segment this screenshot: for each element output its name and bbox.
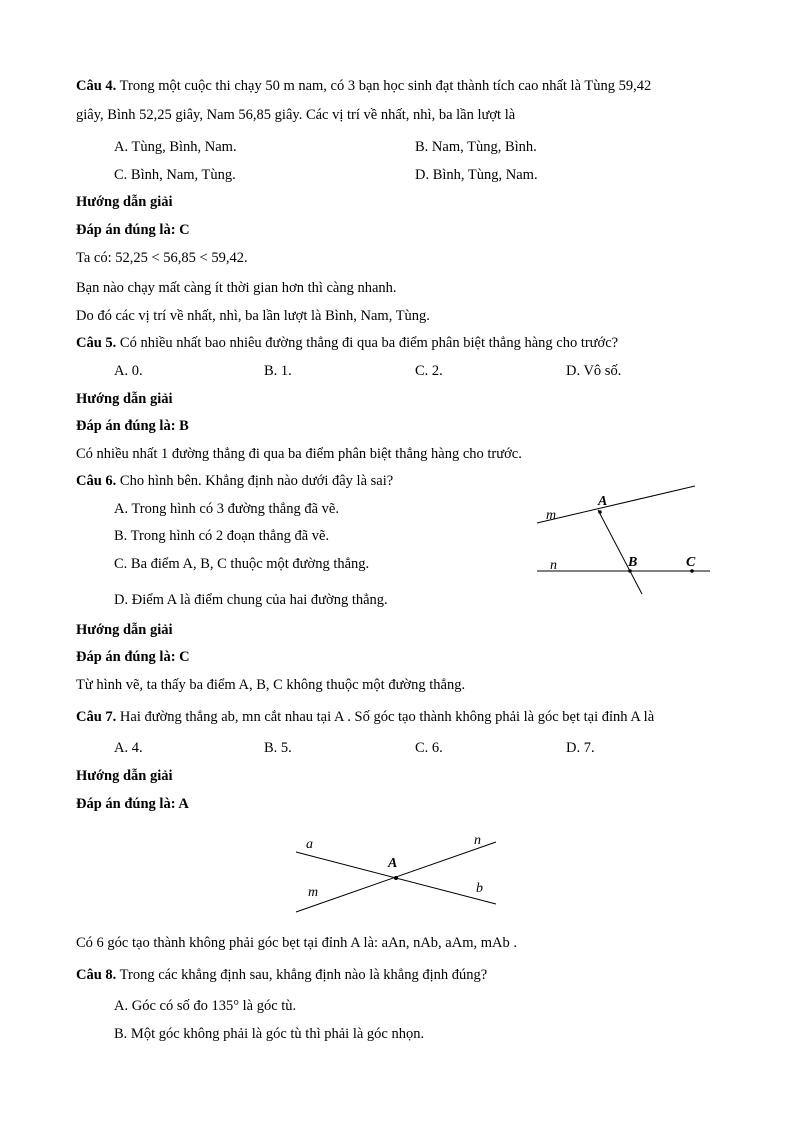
q5-option-a: A. 0. (114, 363, 143, 379)
q7-label: Câu 7. (76, 709, 117, 725)
q7-option-d: D. 7. (566, 740, 595, 756)
q6-question (76, 472, 393, 490)
q7-guide-heading: Hướng dẫn giải (76, 768, 173, 784)
q5-option-b: B. 1. (264, 363, 292, 379)
q6-answer: Đáp án đúng là: C (76, 649, 190, 665)
q5-solution-1: Có nhiều nhất 1 đường thẳng đi qua ba điểm phân biệt thẳng hàng cho trước. (76, 446, 522, 462)
q6-label-n: n (550, 558, 557, 573)
q5-guide-heading: Hướng dẫn giải (76, 391, 173, 407)
q7-label-b: b (476, 881, 483, 896)
q6-point-a (598, 510, 602, 514)
q5-answer: Đáp án đúng là: B (76, 418, 189, 434)
q7-text: Hai đường thẳng ab, mn cắt nhau tại A . Số góc tạo thành không phải là góc bẹt tại đỉnh A là (116, 709, 655, 725)
q8-question (76, 966, 487, 984)
q7-point-a (394, 876, 398, 880)
q4-solution-2: Bạn nào chạy mất càng ít thời gian hơn thì càng nhanh. (76, 280, 397, 296)
q5-option-c: C. 2. (415, 363, 443, 379)
q4-line1 (76, 77, 651, 95)
q6-guide-heading: Hướng dẫn giải (76, 622, 173, 638)
q6-line-m (537, 486, 695, 523)
q7-label-n: n (474, 833, 481, 848)
q4-option-c: C. Bình, Nam, Tùng. (114, 167, 236, 183)
q4-label: Câu 4. (76, 78, 117, 94)
q4-text-1: Trong một cuộc thi chạy 50 m nam, có 3 bạn học sinh đạt thành tích cao nhất là Tùng 59,42 (116, 78, 652, 94)
q8-text: Trong các khẳng định sau, khẳng định nào là khẳng định đúng? (116, 967, 488, 983)
q7-option-a: A. 4. (114, 740, 143, 756)
q6-figure (530, 478, 720, 603)
q6-label-a: A (598, 494, 608, 509)
q7-label-point-a: A (388, 856, 398, 871)
q7-question (76, 708, 654, 726)
q6-option-a: A. Trong hình có 3 đường thẳng đã vẽ. (114, 501, 339, 517)
q4-guide-heading: Hướng dẫn giải (76, 194, 173, 210)
q6-text: Cho hình bên. Khẳng định nào dưới đây là sai? (116, 473, 394, 489)
q7-answer: Đáp án đúng là: A (76, 796, 189, 812)
q5-question (76, 334, 618, 352)
q6-solution-1: Từ hình vẽ, ta thấy ba điểm A, B, C không thuộc một đường thẳng. (76, 677, 466, 693)
q6-option-d: D. Điểm A là điểm chung của hai đường thẳng. (114, 592, 388, 608)
q7-solution-1: Có 6 góc tạo thành không phải góc bẹt tại đỉnh A là: aAn, nAb, aAm, mAb . (76, 935, 517, 951)
q7-option-b: B. 5. (264, 740, 292, 756)
q4-answer: Đáp án đúng là: C (76, 222, 190, 238)
q7-label-a: a (306, 837, 313, 852)
q8-option-b: B. Một góc không phải là góc tù thì phải là góc nhọn. (114, 1026, 425, 1042)
q6-segment-ab (598, 510, 642, 594)
q8-option-a: A. Góc có số đo 135° là góc tù. (114, 998, 297, 1014)
q4-option-b: B. Nam, Tùng, Bình. (415, 139, 537, 155)
q7-option-c: C. 6. (415, 740, 443, 756)
q6-label-b: B (628, 555, 638, 570)
q5-text: Có nhiều nhất bao nhiêu đường thẳng đi qua ba điểm phân biệt thẳng hàng cho trước? (116, 335, 619, 351)
q6-label-m: m (546, 508, 557, 523)
q7-label-m: m (308, 885, 319, 900)
q6-label: Câu 6. (76, 473, 117, 489)
q4-line2: giây, Bình 52,25 giây, Nam 56,85 giây. Các vị trí về nhất, nhì, ba lần lượt là (76, 107, 516, 123)
q6-label-c: C (686, 555, 696, 570)
q6-option-b: B. Trong hình có 2 đoạn thẳng đã vẽ. (114, 528, 330, 544)
q8-label: Câu 8. (76, 967, 117, 983)
q5-label: Câu 5. (76, 335, 117, 351)
q7-figure (290, 828, 505, 918)
q4-option-a: A. Tùng, Bình, Nam. (114, 139, 237, 155)
q6-option-c: C. Ba điểm A, B, C thuộc một đường thẳng. (114, 556, 370, 572)
q4-solution-1: Ta có: 52,25 < 56,85 < 59,42. (76, 250, 248, 266)
q4-solution-3: Do đó các vị trí về nhất, nhì, ba lần lượt là Bình, Nam, Tùng. (76, 308, 430, 324)
q4-option-d: D. Bình, Tùng, Nam. (415, 167, 538, 183)
q5-option-d: D. Vô số. (566, 363, 622, 379)
